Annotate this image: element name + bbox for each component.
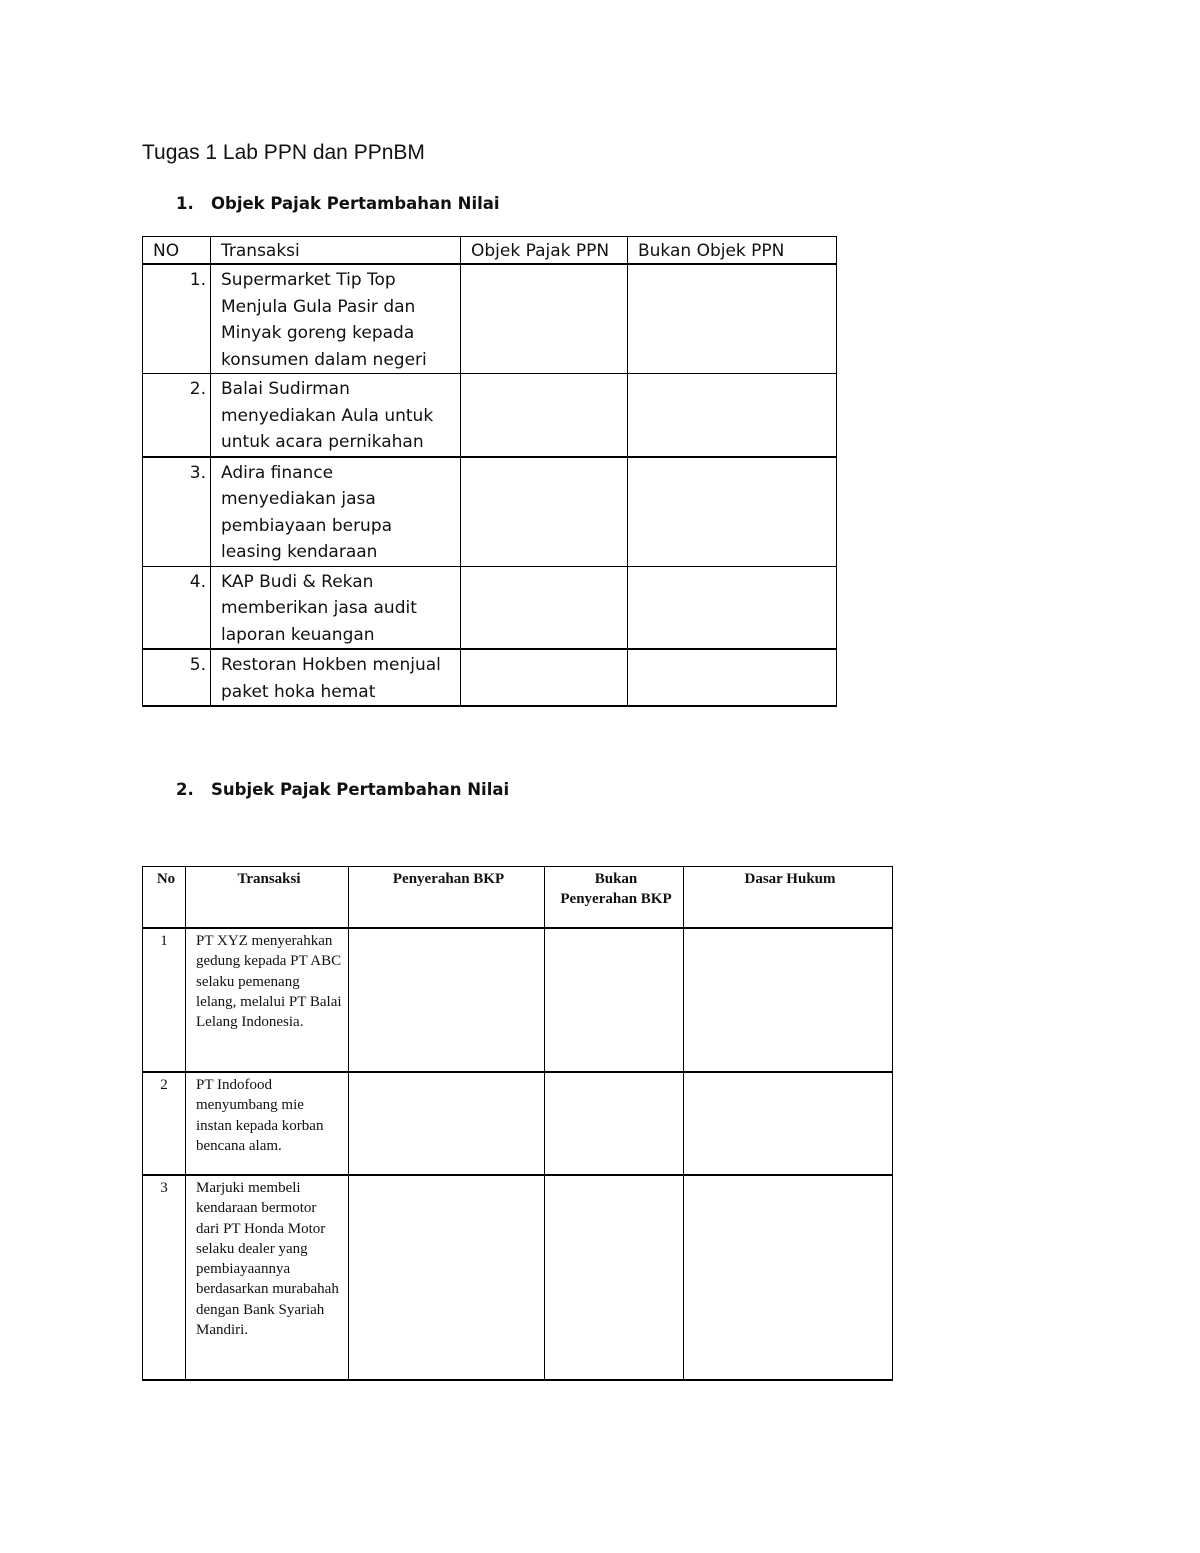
section-2-heading: [176, 780, 509, 799]
objek-ppn-table: [142, 236, 837, 707]
section-2-heading-text: Subjek Pajak Pertambahan Nilai: [211, 780, 510, 799]
document-title: Tugas 1 Lab PPN dan PPnBM: [142, 141, 425, 164]
bukan-objek-ppn-cell[interactable]: [628, 566, 837, 649]
table-row: [143, 457, 837, 567]
row-transaksi: PT Indofood menyumbang mie instan kepada korban bencana alam.: [186, 1072, 349, 1175]
row-transaksi: Restoran Hokben menjual paket hoka hemat: [211, 649, 461, 706]
header-no: NO: [143, 237, 211, 265]
bukan-objek-ppn-cell[interactable]: [628, 457, 837, 567]
row-transaksi: Supermarket Tip Top Menjula Gula Pasir dan Minyak goreng kepada konsumen dalam negeri: [211, 264, 461, 374]
objek-pajak-ppn-cell[interactable]: [461, 566, 628, 649]
table-row: [143, 1175, 893, 1380]
table-row: [143, 649, 837, 706]
row-transaksi: Balai Sudirman menyediakan Aula untuk untuk acara pernikahan: [211, 374, 461, 457]
header-transaksi: Transaksi: [211, 237, 461, 265]
row-transaksi: KAP Budi & Rekan memberikan jasa audit laporan keuangan: [211, 566, 461, 649]
dasar-hukum-cell[interactable]: [684, 1072, 893, 1175]
row-transaksi: Adira finance menyediakan jasa pembiayaan berupa leasing kendaraan: [211, 457, 461, 567]
bukan-penyerahan-bkp-cell[interactable]: [545, 1175, 684, 1380]
objek-pajak-ppn-cell[interactable]: [461, 457, 628, 567]
dasar-hukum-cell[interactable]: [684, 928, 893, 1072]
objek-pajak-ppn-cell[interactable]: [461, 649, 628, 706]
table-row: [143, 928, 893, 1072]
row-number: 1: [143, 928, 186, 1072]
row-transaksi: Marjuki membeli kendaraan bermotor dari PT Honda Motor selaku dealer yang pembiayaannya berdasarkan murabahah dengan Bank Syariah Mandiri.: [186, 1175, 349, 1380]
row-number: 5.: [143, 649, 211, 706]
row-number: 3.: [143, 457, 211, 567]
row-number: 2: [143, 1072, 186, 1175]
subjek-ppn-table: [142, 866, 893, 1381]
bukan-objek-ppn-cell[interactable]: [628, 264, 837, 374]
row-number: 1.: [143, 264, 211, 374]
header-transaksi: Transaksi: [186, 867, 349, 929]
table-row: [143, 1072, 893, 1175]
penyerahan-bkp-cell[interactable]: [349, 928, 545, 1072]
section-2-number: 2.: [176, 780, 194, 799]
table-header-row: [143, 867, 893, 929]
section-1-heading-text: Objek Pajak Pertambahan Nilai: [211, 194, 500, 213]
section-1-number: 1.: [176, 194, 194, 213]
row-number: 3: [143, 1175, 186, 1380]
header-no: No: [143, 867, 186, 929]
bukan-objek-ppn-cell[interactable]: [628, 649, 837, 706]
bukan-objek-ppn-cell[interactable]: [628, 374, 837, 457]
penyerahan-bkp-cell[interactable]: [349, 1072, 545, 1175]
section-1-heading: [176, 194, 500, 213]
row-number: 4.: [143, 566, 211, 649]
table-row: [143, 264, 837, 374]
row-transaksi: PT XYZ menyerahkan gedung kepada PT ABC selaku pemenang lelang, melalui PT Balai Lelang Indonesia.: [186, 928, 349, 1072]
header-objek-pajak-ppn: Objek Pajak PPN: [461, 237, 628, 265]
table-header-row: [143, 237, 837, 265]
table-row: [143, 566, 837, 649]
header-bukan-penyerahan-bkp: Bukan Penyerahan BKP: [545, 867, 684, 929]
dasar-hukum-cell[interactable]: [684, 1175, 893, 1380]
bukan-penyerahan-bkp-cell[interactable]: [545, 928, 684, 1072]
header-penyerahan-bkp: Penyerahan BKP: [349, 867, 545, 929]
penyerahan-bkp-cell[interactable]: [349, 1175, 545, 1380]
header-bukan-objek-ppn: Bukan Objek PPN: [628, 237, 837, 265]
row-number: 2.: [143, 374, 211, 457]
header-dasar-hukum: Dasar Hukum: [684, 867, 893, 929]
objek-pajak-ppn-cell[interactable]: [461, 264, 628, 374]
objek-pajak-ppn-cell[interactable]: [461, 374, 628, 457]
table-row: [143, 374, 837, 457]
bukan-penyerahan-bkp-cell[interactable]: [545, 1072, 684, 1175]
